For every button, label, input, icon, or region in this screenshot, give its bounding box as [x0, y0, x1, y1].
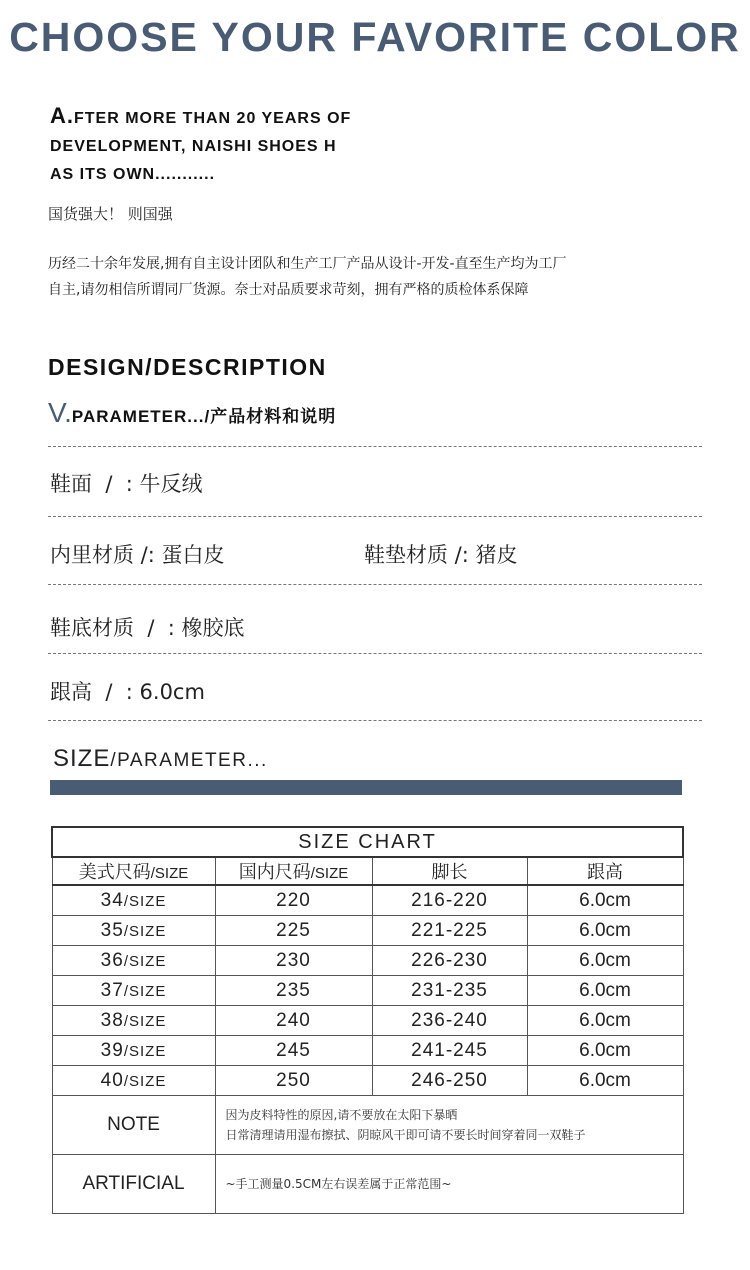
- foot-length-cell: 231-235: [372, 976, 527, 1006]
- heel-height-cell: 6.0cm: [527, 1036, 683, 1066]
- foot-length-cell: 226-230: [372, 946, 527, 976]
- us-size-cell: 35/SIZE: [52, 916, 215, 946]
- param-sole: 鞋底材质 / : 橡胶底: [50, 616, 245, 640]
- artificial-label: ARTIFICIAL: [52, 1155, 215, 1214]
- table-row: [52, 1036, 683, 1066]
- divider: [48, 720, 702, 721]
- us-size-cell: 36/SIZE: [52, 946, 215, 976]
- intro-line-1: FTER MORE THAN 20 YEARS OF: [74, 110, 352, 127]
- cn-size-cell: 235: [215, 976, 372, 1006]
- size-chart-caption: SIZE CHART: [52, 827, 683, 857]
- artificial-text: ~手工测量0.5CM左右误差属于正常范围~: [215, 1155, 683, 1214]
- us-size-cell: 39/SIZE: [52, 1036, 215, 1066]
- divider: [48, 584, 702, 585]
- foot-length-cell: 246-250: [372, 1066, 527, 1096]
- intro-initial: A.: [50, 103, 74, 128]
- us-size-cell: 34/SIZE: [52, 885, 215, 916]
- table-row: [52, 1006, 683, 1036]
- size-heading-big: SIZE: [53, 745, 111, 772]
- size-heading: [53, 745, 268, 773]
- cn-size-cell: 225: [215, 916, 372, 946]
- header-foot-length: 脚长: [372, 857, 527, 885]
- note-text: [215, 1096, 683, 1155]
- divider: [48, 516, 702, 517]
- intro-line-2: DEVELOPMENT, NAISHI SHOES H: [50, 138, 337, 155]
- parameter-heading: [48, 397, 336, 429]
- slogan: 国货强大！ 则国强: [48, 205, 173, 223]
- param-heel: 跟高 / : 6.0cm: [50, 680, 205, 704]
- table-row: [52, 946, 683, 976]
- heel-height-cell: 6.0cm: [527, 916, 683, 946]
- description-line-1: 历经二十余年发展,拥有自主设计团队和生产工厂产品从设计-开发-直至生产均为工厂: [48, 256, 567, 272]
- param-insole: 鞋垫材质 /: 猪皮: [364, 543, 518, 567]
- parameter-prefix: V.: [48, 397, 72, 428]
- cn-size-cell: 250: [215, 1066, 372, 1096]
- size-chart-table: [51, 826, 684, 1214]
- header-heel-height: 跟高: [527, 857, 683, 885]
- table-row: [52, 976, 683, 1006]
- divider: [48, 653, 702, 654]
- us-size-cell: 38/SIZE: [52, 1006, 215, 1036]
- param-upper: 鞋面 / : 牛反绒: [50, 472, 203, 496]
- table-row: [52, 885, 683, 916]
- param-lining: 内里材质 /: 蛋白皮: [50, 543, 225, 567]
- heel-height-cell: 6.0cm: [527, 976, 683, 1006]
- heel-height-cell: 6.0cm: [527, 1006, 683, 1036]
- foot-length-cell: 216-220: [372, 885, 527, 916]
- note-line-1: 因为皮料特性的原因,请不要放在太阳下暴晒: [225, 1108, 458, 1122]
- size-heading-rest: /PARAMETER...: [110, 750, 268, 771]
- table-row: [52, 1066, 683, 1096]
- intro-line-3: AS ITS OWN...........: [50, 166, 216, 183]
- us-size-cell: 40/SIZE: [52, 1066, 215, 1096]
- note-row: [52, 1096, 683, 1155]
- parameter-heading-text: PARAMETER.../产品材料和说明: [71, 407, 337, 426]
- note-label: NOTE: [52, 1096, 215, 1155]
- foot-length-cell: 236-240: [372, 1006, 527, 1036]
- artificial-row: [52, 1155, 683, 1214]
- table-header-row: [52, 857, 683, 885]
- cn-size-cell: 220: [215, 885, 372, 916]
- page-title: CHOOSE YOUR FAVORITE COLOR: [9, 14, 741, 60]
- divider: [48, 446, 702, 447]
- us-size-cell: 37/SIZE: [52, 976, 215, 1006]
- cn-size-cell: 245: [215, 1036, 372, 1066]
- foot-length-cell: 221-225: [372, 916, 527, 946]
- heel-height-cell: 6.0cm: [527, 946, 683, 976]
- heel-height-cell: 6.0cm: [527, 885, 683, 916]
- accent-bar: [50, 780, 682, 795]
- foot-length-cell: 241-245: [372, 1036, 527, 1066]
- header-cn-size: 国内尺码/SIZE: [215, 857, 372, 885]
- design-heading: DESIGN/DESCRIPTION: [48, 354, 327, 380]
- header-us-size: 美式尺码/SIZE: [52, 857, 215, 885]
- intro-text: [50, 102, 410, 189]
- heel-height-cell: 6.0cm: [527, 1066, 683, 1096]
- note-line-2: 日常清理请用湿布擦拭、阴晾风干即可请不要长时间穿着同一双鞋子: [225, 1128, 586, 1142]
- brand-description: [48, 251, 708, 303]
- description-line-2: 自主,请勿相信所谓同厂货源。奈士对品质要求苛刻，拥有严格的质检体系保障: [48, 282, 529, 298]
- cn-size-cell: 230: [215, 946, 372, 976]
- cn-size-cell: 240: [215, 1006, 372, 1036]
- table-row: [52, 916, 683, 946]
